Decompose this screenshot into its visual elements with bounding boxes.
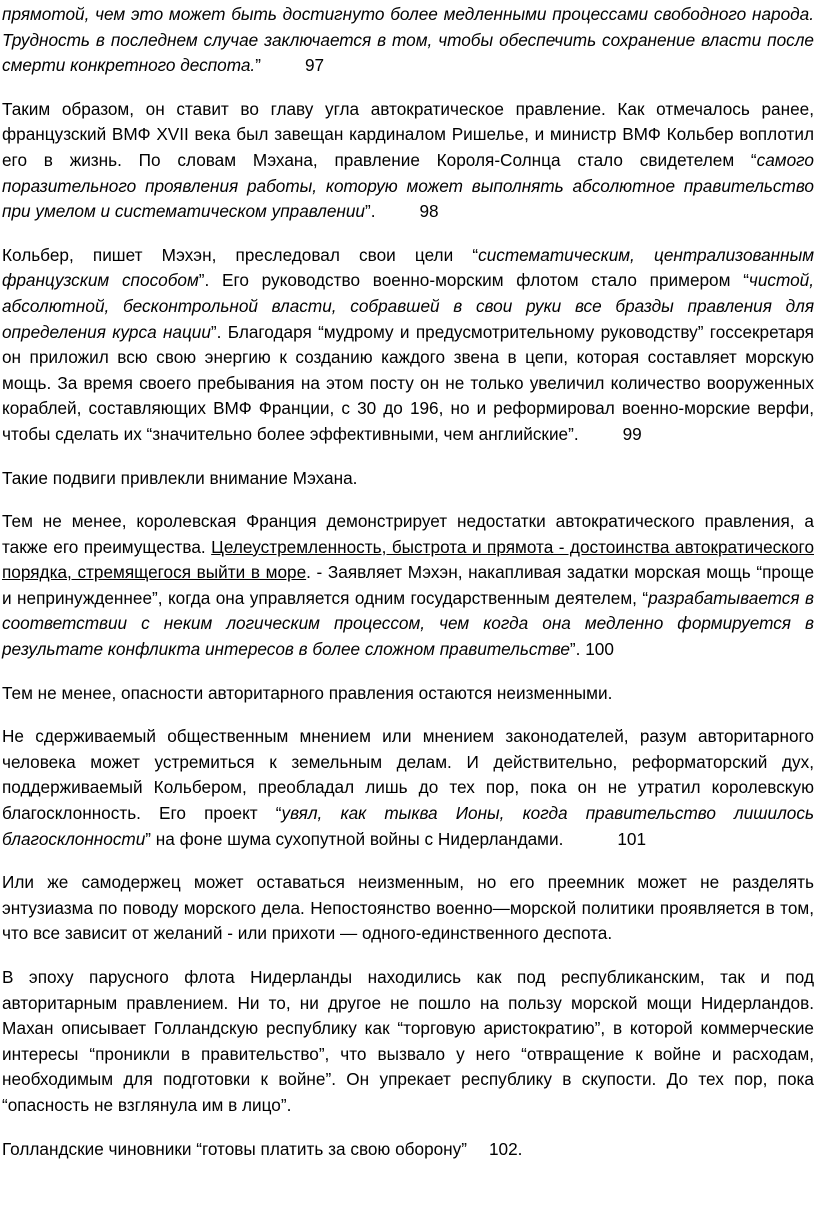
quote-text: чистой, абсолютной, бесконтрольной власти, собравшей в свои руки все бразды правления для определения курса нации bbox=[2, 270, 814, 342]
quote-text: увял, как тыква Ионы, когда правительство лишилось благосклонности bbox=[2, 803, 814, 849]
quote-text: прямотой, чем это может быть достигнуто более медленными процессами свободного народа. Трудность в последнем случае заключается в том, чтобы обеспечить сохранение власти после смерти конкретного деспота. bbox=[2, 4, 814, 76]
paragraph-10 bbox=[2, 1137, 814, 1163]
body-text: Такие подвиги привлекли внимание Мэхана. bbox=[2, 467, 358, 488]
body-text: Или же самодержец может оставаться неизменным, но его преемник может не разделять энтузиазма по поводу морского дела. Непостоянство военно—морской политики проявляется в том, что все зависит от желаний - или прихоти — одного-единственного деспота. bbox=[2, 872, 814, 944]
body-text: Голландские чиновники “готовы платить за свою оборону” bbox=[2, 1138, 467, 1159]
body-text: В эпоху парусного флота Нидерланды находились как под республиканским, так и под авторитарным правлением. Ни то, ни другое не пошло на пользу морской мощи Нидерландов. Махан описывает Голландскую республику как “торговую аристократию”, в которой коммерческие интересы “проникли в правительство”, что вызвало у него “отвращение к войне и расходам, необходимым для подготовки к войне”. Он упрекает республику в скупости. До тех пор, пока “опасность не взглянула им в лицо”. bbox=[2, 967, 814, 1115]
footnote-ref: 99 bbox=[622, 423, 642, 444]
paragraph-3 bbox=[2, 243, 814, 448]
body-text: ” на фоне шума сухопутной войны с Нидерландами. bbox=[145, 828, 564, 849]
paragraph-1 bbox=[2, 2, 814, 79]
body-text: Тем не менее, опасности авторитарного правления остаются неизменными. bbox=[2, 682, 613, 703]
quote-text: самого поразительного проявления работы, которую может выполнять абсолютное правительство при умелом и систематическом управлении bbox=[2, 149, 814, 222]
paragraph-9 bbox=[2, 965, 814, 1119]
underlined-text: Целеустремленность, быстрота и прямота - достоинства автократического порядка, стремящегося выйти в море bbox=[2, 536, 814, 583]
footnote-ref: 101 bbox=[617, 828, 647, 849]
paragraph-4 bbox=[2, 466, 814, 492]
body-text: . - Заявляет Мэхэн, накапливая задатки морская мощь “проще и непринужденнее”, когда она управляется одним государственным деятелем, “ bbox=[2, 562, 815, 608]
closing-quote: ” bbox=[255, 55, 261, 76]
body-text: Тем не менее, королевская Франция демонстрирует недостатки автократического правления, а также его преимущества. bbox=[2, 511, 814, 557]
paragraph-2 bbox=[2, 97, 814, 225]
body-text: ”. 100 bbox=[569, 639, 614, 660]
paragraph-7 bbox=[2, 724, 814, 852]
body-text: Не сдерживаемый общественным мнением или мнением законодателей, разум авторитарного человека может устремиться к земельным делам. И действительно, реформаторский дух, поддерживаемый Кольбером, преобладал лишь до тех пор, пока он не утратил королевскую благосклонность. Его проект “ bbox=[2, 726, 814, 824]
paragraph-8 bbox=[2, 870, 814, 947]
body-text: Таким образом, он ставит во главу угла автократическое правление. Как отмечалось ранее, французский ВМФ XVII века был завещан кардиналом Ришелье, и министр ВМФ Кольбер воплотил его в жизнь. По словам Мэхана, правление Короля-Солнца стало свидетелем “ bbox=[2, 98, 814, 170]
body-text: Кольбер, пишет Мэхэн, преследовал свои цели “ bbox=[2, 244, 479, 265]
footnote-ref: 97 bbox=[304, 55, 325, 76]
paragraph-6 bbox=[2, 681, 814, 707]
quote-text: систематическим, централизованным французским способом bbox=[2, 244, 815, 291]
body-text: ”. Благодаря “мудрому и предусмотрительному руководству” госсекретаря он приложил всю свою энергию к созданию каждого звена в цепи, которая составляет морскую мощь. За время своего пребывания на этом посту он не только увеличил количество вооруженных кораблей, составляющих ВМФ Франции, с 30 до 196, но и реформировал военно-морские верфи, чтобы сделать их “значительно более эффективными, чем английские”. bbox=[2, 321, 814, 444]
footnote-ref: 102. bbox=[489, 1138, 523, 1159]
body-text: ”. bbox=[365, 201, 376, 222]
body-text: ”. Его руководство военно-морским флотом стало примером “ bbox=[198, 270, 749, 291]
quote-text: разрабатывается в соответствии с неким логическим процессом, чем когда она медленно формируется в результате конфликта интересов в более сложном правительстве bbox=[2, 587, 814, 660]
paragraph-5 bbox=[2, 509, 814, 663]
footnote-ref: 98 bbox=[419, 201, 439, 222]
